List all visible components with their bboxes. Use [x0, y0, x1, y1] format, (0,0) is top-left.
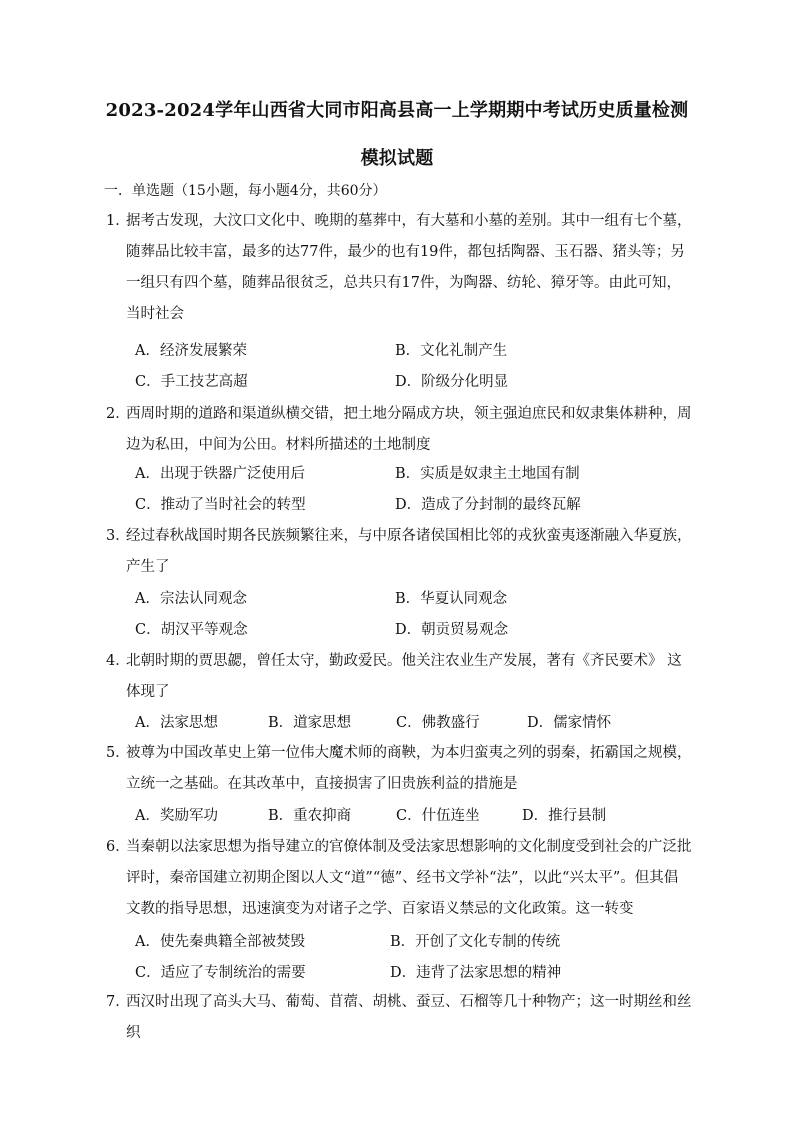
option-c: C．胡汉平等观念: [135, 622, 248, 638]
option-a: A．出现于铁器广泛使用后: [135, 466, 305, 482]
option-b: B．重农抑商: [268, 808, 352, 824]
question-7: [106, 987, 692, 1041]
question-stem: 西汉时出现了高头大马、葡萄、苜蓿、胡桃、蚕豆、石榴等几十种物产；这一时期丝和丝织: [126, 994, 692, 1041]
option-c: C．推动了当时社会的转型: [135, 497, 306, 513]
question-6: [106, 832, 692, 925]
question-number: 7．: [106, 994, 130, 1010]
question-stem: 当秦朝以法家思想为指导建立的官僚体制及受法家思想影响的文化制度受到社会的广泛批评时，秦帝国建立初期企图以人文“道”“德”、经书文学补“法”，以此“兴太平”。但其倡文教的指导思想，迅速演变为对诸子之学、百家语义禁忌的文化政策。这一转变: [126, 839, 692, 917]
question-stem: 西周时期的道路和渠道纵横交错，把土地分隔成方块，领主强迫庶民和奴隶集体耕种，周边为私田，中间为公田。材料所描述的土地制度: [126, 406, 692, 453]
option-a: A．法家思想: [135, 715, 218, 731]
option-b: B．道家思想: [268, 715, 352, 731]
section-heading: 一．单选题（15小题，每小题4分，共60分）: [104, 183, 387, 199]
option-d: D．儒家情怀: [527, 715, 612, 731]
option-d: D．推行县制: [522, 808, 607, 824]
question-1: [106, 206, 692, 330]
option-b: B．开创了文化专制的传统: [390, 934, 561, 950]
option-c: C．佛教盛行: [396, 715, 480, 731]
option-a: A．使先秦典籍全部被焚毁: [135, 934, 305, 950]
question-stem: 据考古发现，大汶口文化中、晚期的墓葬中，有大墓和小墓的差别。其中一组有七个墓，随葬品比较丰富，最多的达77件，最少的也有19件，都包括陶器、玉石器、猪头等；另一组只有四个墓，随葬品很贫乏，总共只有17件，为陶器、纺轮、獐牙等。由此可知，当时社会: [126, 213, 692, 322]
option-c: C．手工技艺高超: [135, 374, 248, 390]
option-d: D．造成了分封制的最终瓦解: [395, 497, 581, 513]
question-number: 2．: [106, 406, 130, 422]
option-a: A．经济发展繁荣: [135, 343, 247, 359]
question-number: 5．: [106, 745, 130, 761]
option-d: D．违背了法家思想的精神: [390, 965, 562, 981]
question-3: [106, 521, 692, 583]
document-title: 2023-2024学年山西省大同市阳高县高一上学期期中考试历史质量检测: [105, 100, 689, 121]
question-5: [106, 738, 692, 800]
option-c: C．什伍连坐: [396, 808, 480, 824]
question-number: 6．: [106, 839, 130, 855]
option-a: A．奖励军功: [135, 808, 218, 824]
question-number: 1．: [106, 213, 130, 229]
question-stem: 经过春秋战国时期各民族频繁往来，与中原各诸侯国相比邻的戎狄蛮夷逐渐融入华夏族，产生了: [126, 528, 692, 575]
option-c: C．适应了专制统治的需要: [135, 965, 306, 981]
option-b: B．华夏认同观念: [395, 591, 508, 607]
question-number: 4．: [106, 653, 130, 669]
question-number: 3．: [106, 528, 130, 544]
question-stem: 北朝时期的贾思勰，曾任太守，勤政爱民。他关注农业生产发展，著有《齐民要术》 这体现了: [126, 653, 682, 700]
option-b: B．文化礼制产生: [395, 343, 508, 359]
option-d: D．朝贡贸易观念: [395, 622, 509, 638]
question-4: [106, 646, 692, 708]
option-a: A．宗法认同观念: [135, 591, 247, 607]
option-d: D．阶级分化明显: [395, 374, 509, 390]
question-2: [106, 399, 692, 461]
document-subtitle: 模拟试题: [360, 148, 434, 169]
question-stem: 被尊为中国改革史上第一位伟大魔术师的商鞅，为本归蛮夷之列的弱秦，拓霸国之规模，立统一之基础。在其改革中，直接损害了旧贵族利益的措施是: [126, 745, 692, 792]
option-b: B．实质是奴隶主土地国有制: [395, 466, 580, 482]
